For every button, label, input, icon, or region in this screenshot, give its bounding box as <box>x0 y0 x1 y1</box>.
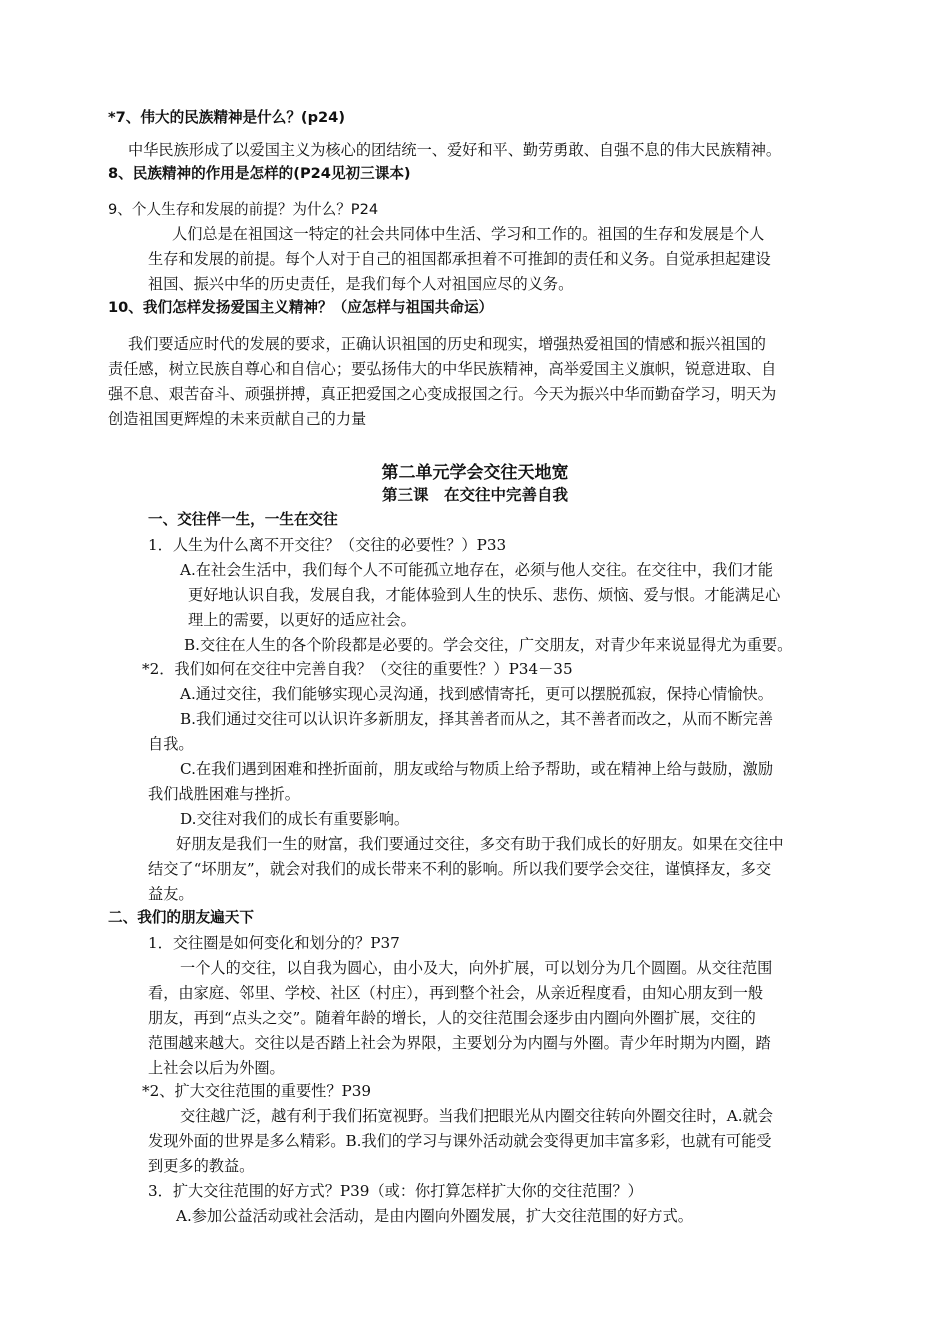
lesson-title: 第三课 在交往中完善自我 <box>381 485 568 504</box>
section-2-q1-line: 一个人的交往，以自我为圆心，由小及大，向外扩展，可以划分为几个圆圈。从交往范围 <box>180 959 773 977</box>
section-2-q1-line: 朋友，再到“点头之交”。随着年龄的增长，人的交往范围会逐步由内圈向外圈扩展，交往的 <box>148 1009 756 1027</box>
question-10-heading: 10、我们怎样发扬爱国主义精神？（应怎样与祖国共命运） <box>108 299 494 316</box>
section-1-q1-a-line: A.在社会生活中，我们每个人不可能孤立地存在，必须与他人交往。在交往中，我们才能 <box>180 561 773 579</box>
section-1-friend-line: 好朋友是我们一生的财富，我们要通过交往，多交有助于我们成长的好朋友。如果在交往中 <box>176 835 784 853</box>
section-1-friend-line: 益友。 <box>148 885 194 903</box>
section-1-q2-b-line: B.我们通过交往可以认识许多新朋友，择其善者而从之，其不善者而改之，从而不断完善 <box>180 710 774 728</box>
section-2-q2-line: 发现外面的世界是多么精彩。B.我们的学习与课外活动就会变得更加丰富多彩，也就有可能受 <box>148 1132 772 1150</box>
section-1-heading: 一、交往伴一生，一生在交往 <box>148 511 338 528</box>
question-9-line: 人们总是在祖国这一特定的社会共同体中生活、学习和工作的。祖国的生存和发展是个人 <box>172 225 765 243</box>
section-1-q1-b-line: B.交往在人生的各个阶段都是必要的。学会交往，广交朋友，对青少年来说显得尤为重要。 <box>184 636 793 654</box>
question-10-line: 我们要适应时代的发展的要求，正确认识祖国的历史和现实，增强热爱祖国的情感和振兴祖国的 <box>128 335 766 353</box>
section-1-q2-d-line: D.交往对我们的成长有重要影响。 <box>180 810 410 828</box>
section-1-q2-heading: *2．我们如何在交往中完善自我？（交往的重要性？）P34－35 <box>142 660 573 678</box>
question-9-line: 祖国、振兴中华的历史责任，是我们每个人对祖国应尽的义务。 <box>148 275 574 293</box>
section-2-q2-line: 交往越广泛，越有利于我们拓宽视野。当我们把眼光从内圈交往转向外圈交往时，A.就会 <box>180 1107 773 1125</box>
question-7-answer: 中华民族形成了以爱国主义为核心的团结统一、爱好和平、勤劳勇敢、自强不息的伟大民族精神。 <box>128 141 782 159</box>
section-2-q1-line: 看，由家庭、邻里、学校、社区（村庄），再到整个社会，从亲近程度看，由知心朋友到一般 <box>148 984 764 1002</box>
section-1-q2-a-line: A.通过交往，我们能够实现心灵沟通，找到感情寄托，更可以摆脱孤寂，保持心情愉快。 <box>180 685 773 703</box>
section-1-q2-c-line: 我们战胜困难与挫折。 <box>148 785 300 803</box>
section-1-q1-heading: 1．人生为什么离不开交往？（交往的必要性？）P33 <box>148 536 507 554</box>
section-1-q1-a-line: 理上的需要，以更好的适应社会。 <box>188 611 416 629</box>
question-9-heading: 9、个人生存和发展的前提？为什么？P24 <box>108 201 379 218</box>
question-7-heading: *7、伟大的民族精神是什么？(p24) <box>108 109 346 126</box>
question-10-line: 创造祖国更辉煌的未来贡献自己的力量 <box>108 410 367 428</box>
question-9-line: 生存和发展的前提。每个人对于自己的祖国都承担着不可推卸的责任和义务。自觉承担起建设 <box>148 250 771 268</box>
unit-title: 第二单元学会交往天地宽 <box>381 463 569 483</box>
section-1-friend-line: 结交了“坏朋友”，就会对我们的成长带来不利的影响。所以我们要学会交往，谨慎择友，多交 <box>148 860 772 878</box>
section-2-q2-line: 到更多的教益。 <box>148 1157 255 1175</box>
section-2-heading: 二、我们的朋友遍天下 <box>108 909 254 926</box>
section-2-q1-line: 上社会以后为外圈。 <box>148 1059 285 1077</box>
section-1-q1-a-line: 更好地认识自我，发展自我，才能体验到人生的快乐、悲伤、烦恼、爱与恨。才能满足心 <box>188 586 781 604</box>
section-2-q3-heading: 3．扩大交往范围的好方式？P39（或：你打算怎样扩大你的交往范围？） <box>148 1182 643 1200</box>
section-2-q2-heading: *2、扩大交往范围的重要性？P39 <box>142 1082 372 1100</box>
question-10-line: 责任感，树立民族自尊心和自信心；要弘扬伟大的中华民族精神，高举爱国主义旗帜，锐意进取、自 <box>108 360 777 378</box>
question-10-line: 强不息、艰苦奋斗、顽强拼搏，真正把爱国之心变成报国之行。今天为振兴中华而勤奋学习，明天为 <box>108 385 777 403</box>
section-2-q3-a-line: A.参加公益活动或社会活动，是由内圈向外圈发展，扩大交往范围的好方式。 <box>176 1207 693 1225</box>
section-1-q2-c-line: C.在我们遇到困难和挫折面前，朋友或给与物质上给予帮助，或在精神上给与鼓励，激励 <box>180 760 774 778</box>
section-2-q1-line: 范围越来越大。交往以是否踏上社会为界限，主要划分为内圈与外圈。青少年时期为内圈，踏 <box>148 1034 771 1052</box>
question-8-heading: 8、民族精神的作用是怎样的(P24见初三课本) <box>108 165 411 182</box>
section-1-q2-b-line: 自我。 <box>148 735 194 753</box>
section-2-q1-heading: 1．交往圈是如何变化和划分的？P37 <box>148 934 400 952</box>
